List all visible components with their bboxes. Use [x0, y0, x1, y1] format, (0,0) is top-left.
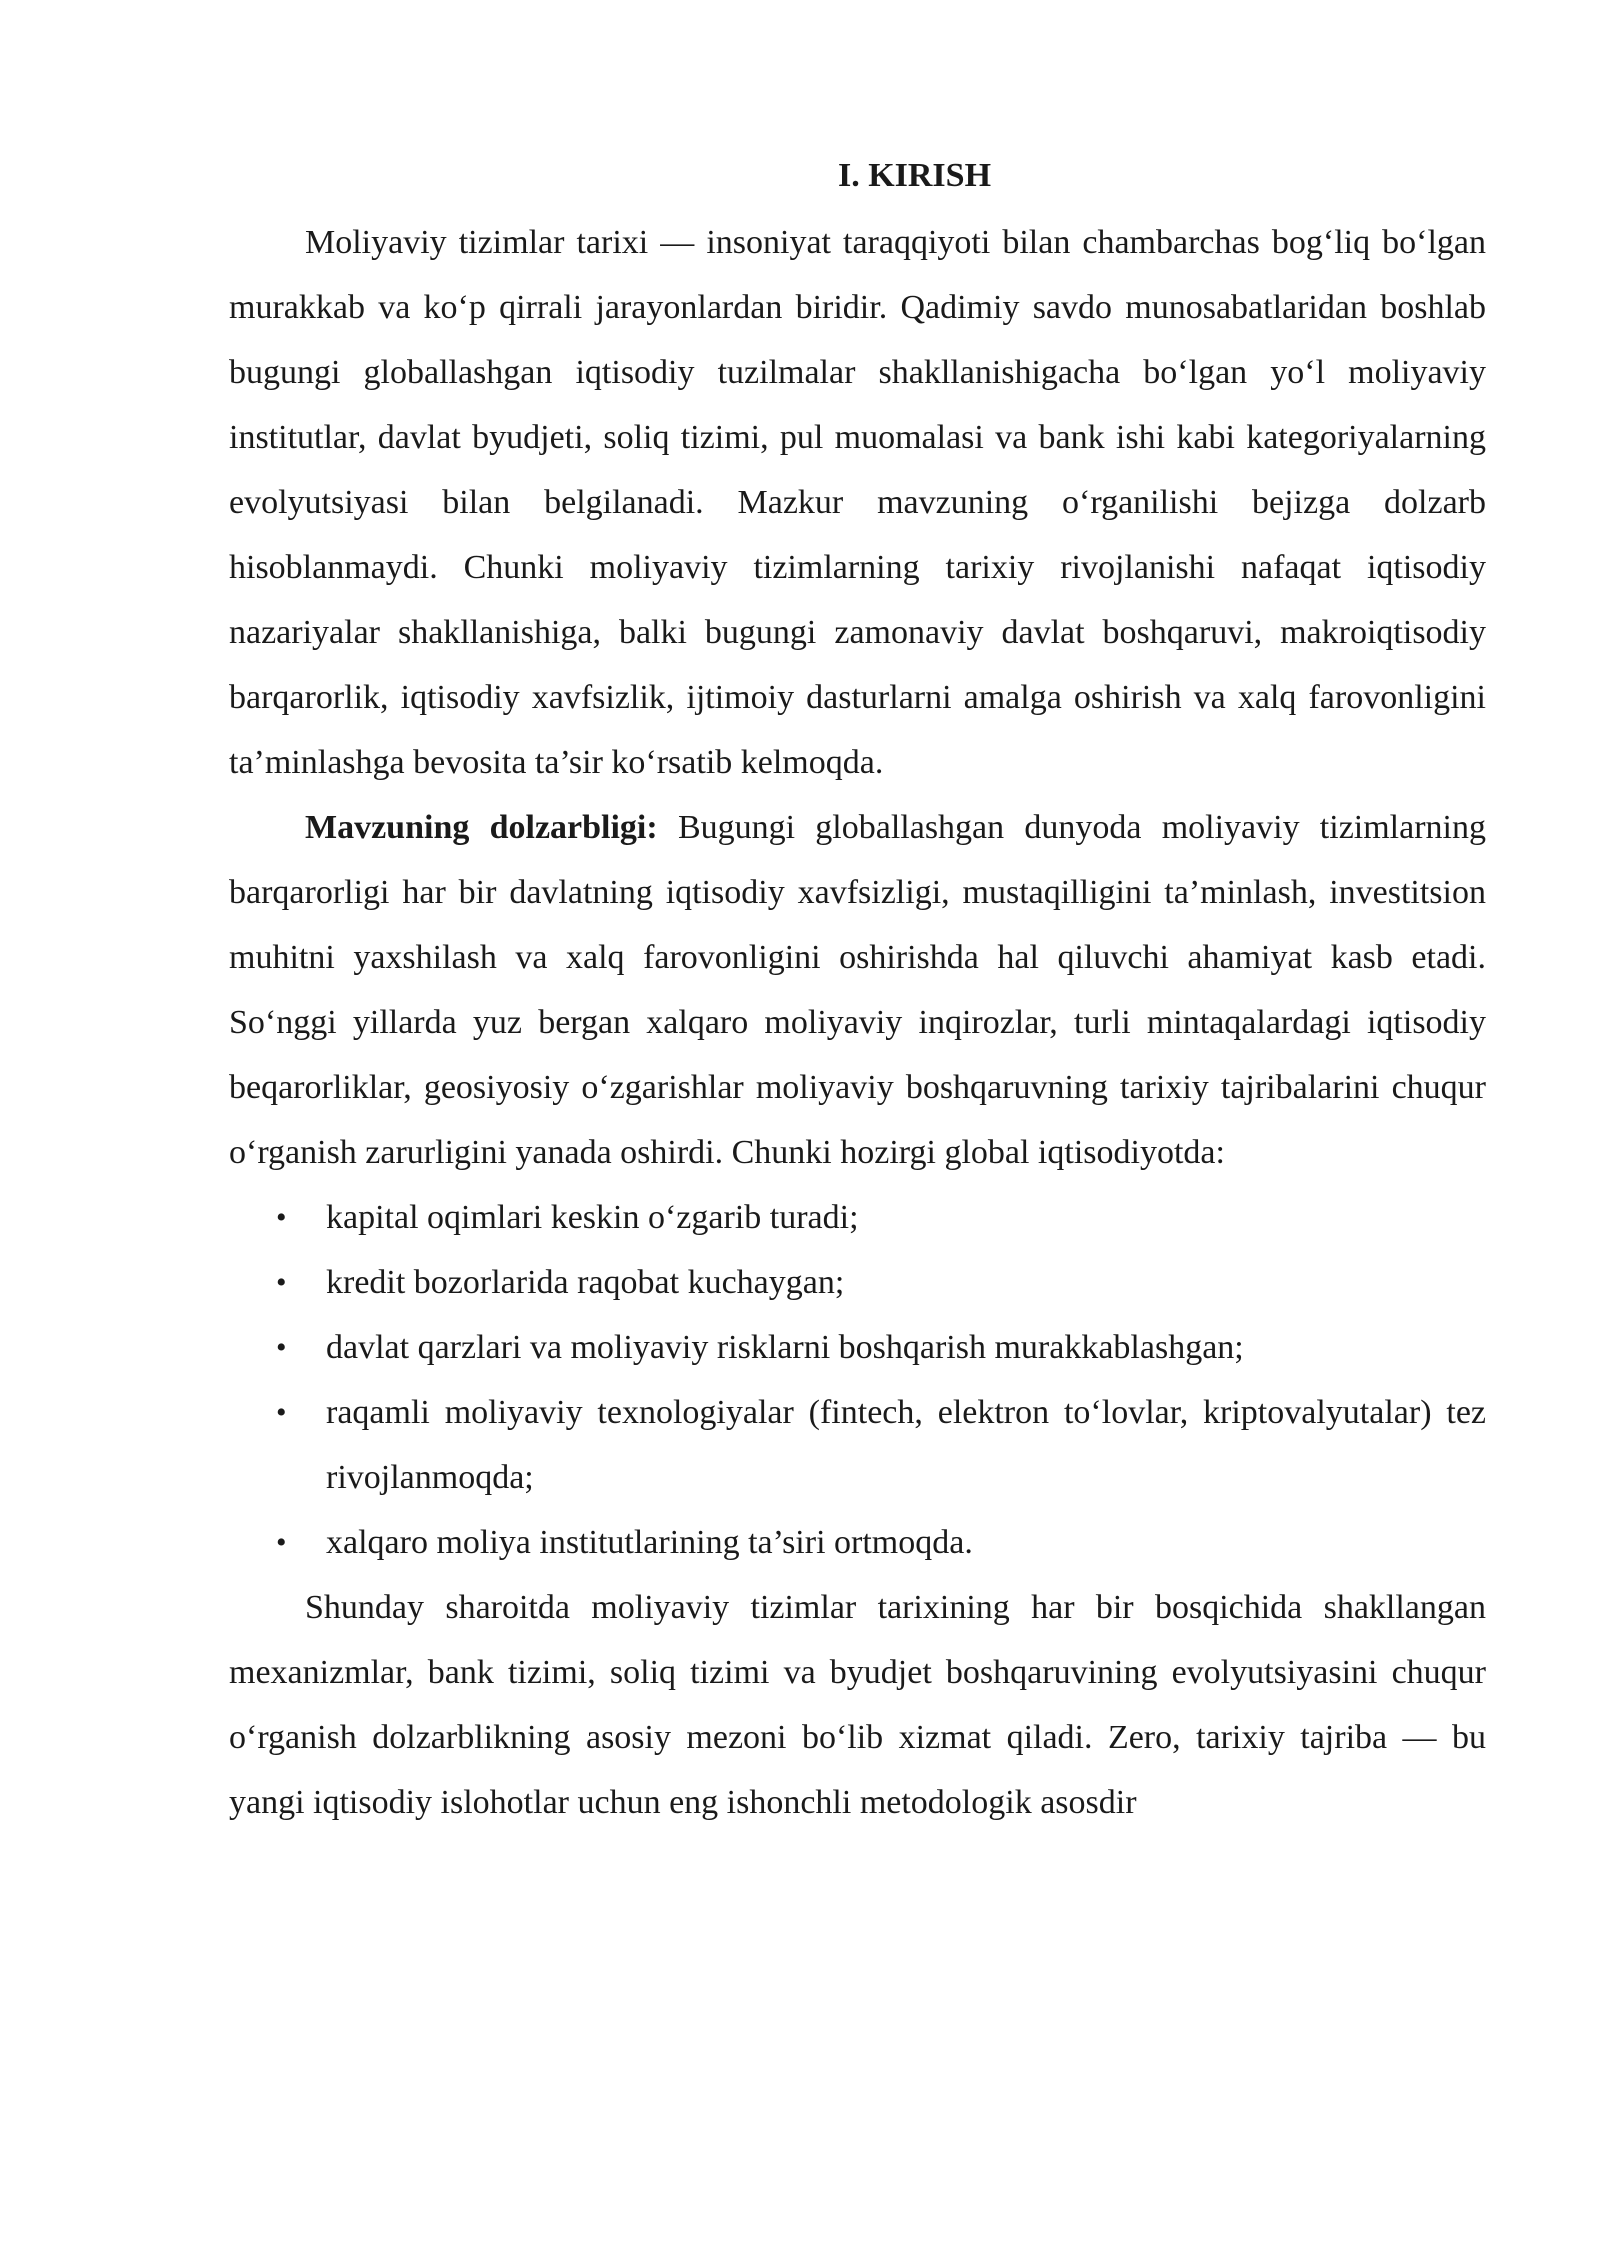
conclusion-paragraph: Shunday sharoitda moliyaviy tizimlar tarixining har bir bosqichida shakllangan mexanizmlar, bank tizimi, soliq tizimi va byudjet boshqaruvining evolyutsiyasini chuqur o‘rganish dolzarblikning asosiy mezoni bo‘lib xizmat qiladi. Zero, tarixiy tajriba — bu yangi iqtisodiy islohotlar uchun eng ishonchli metodologik asosdir — [229, 1589, 1486, 1821]
list-item-text: kredit bozorlarida raqobat kuchaygan; — [326, 1264, 845, 1301]
list-item — [276, 1510, 1486, 1575]
list-item — [276, 1315, 1486, 1380]
bullet-icon: • — [276, 1526, 287, 1559]
list-item — [276, 1250, 1486, 1315]
list-item-text: raqamli moliyaviy texnologiyalar (fintech, elektron to‘lovlar, kriptovalyutalar) tez rivojlanmoqda; — [326, 1394, 1486, 1496]
page-title: I. KIRISH — [837, 157, 992, 194]
list-item-text: davlat qarzlari va moliyaviy risklarni boshqarish murakkablashgan; — [326, 1329, 1244, 1366]
list-item-text: xalqaro moliya institutlarining ta’siri ortmoqda. — [326, 1524, 973, 1561]
list-item — [276, 1185, 1486, 1250]
bullet-list — [229, 1185, 1486, 1575]
relevance-lead: Mavzuning dolzarbligi: — [305, 809, 658, 846]
bullet-icon: • — [276, 1266, 287, 1299]
title-block — [229, 148, 1486, 204]
relevance-paragraph — [229, 795, 1486, 1185]
relevance-text: Bugungi globallashgan dunyoda moliyaviy tizimlarning barqarorligi har bir davlatning iqtisodiy xavfsizligi, mustaqilligini ta’minlash, investitsion muhitni yaxshilash va xalq farovonligini oshirishda hal qiluvchi ahamiyat kasb etadi. So‘nggi yillarda yuz bergan xalqaro moliyaviy inqirozlar, turli mintaqalardagi iqtisodiy beqarorliklar, geosiyosiy o‘zgarishlar moliyaviy boshqaruvning tarixiy tajribalarini chuqur o‘rganish zarurligini yanada oshirdi. Chunki hozirgi global iqtisodiyotda: — [229, 809, 1486, 1171]
intro-paragraph: Moliyaviy tizimlar tarixi — insoniyat taraqqiyoti bilan chambarchas bog‘liq bo‘lgan murakkab va ko‘p qirrali jarayonlardan biridir. Qadimiy savdo munosabatlaridan boshlab bugungi globallashgan iqtisodiy tuzilmalar shakllanishigacha bo‘lgan yo‘l moliyaviy institutlar, davlat byudjeti, soliq tizimi, pul muomalasi va bank ishi kabi kategoriyalarning evolyutsiyasi bilan belgilanadi. Mazkur mavzuning o‘rganilishi bejizga dolzarb hisoblanmaydi. Chunki moliyaviy tizimlarning tarixiy rivojlanishi nafaqat iqtisodiy nazariyalar shakllanishiga, balki bugungi zamonaviy davlat boshqaruvi, makroiqtisodiy barqarorlik, iqtisodiy xavfsizlik, ijtimoiy dasturlarni amalga oshirish va xalq farovonligini ta’minlashga bevosita ta’sir ko‘rsatib kelmoqda. — [229, 224, 1486, 781]
bullet-icon: • — [276, 1396, 287, 1429]
list-item — [276, 1380, 1486, 1510]
bullet-icon: • — [276, 1201, 287, 1234]
bullet-icon: • — [276, 1331, 287, 1364]
list-item-text: kapital oqimlari keskin o‘zgarib turadi; — [326, 1199, 859, 1236]
